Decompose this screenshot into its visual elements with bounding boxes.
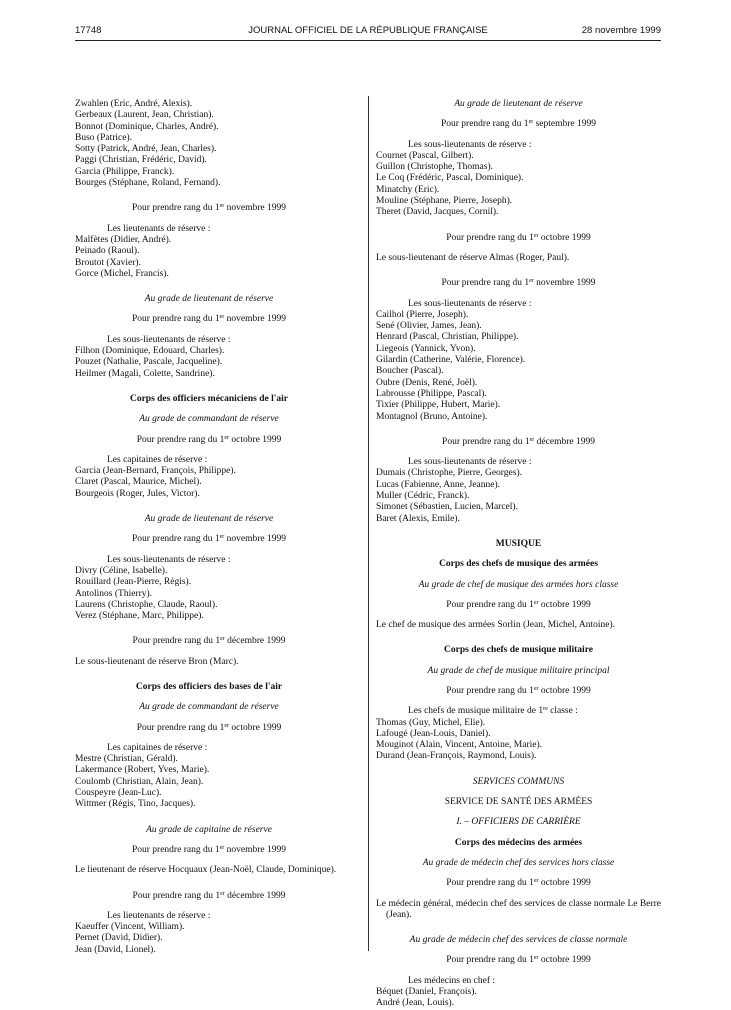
name-entry: Zwahlen (Eric, André, Alexis). <box>75 99 193 109</box>
grade-heading: Au grade de capitaine de réserve <box>146 824 272 835</box>
name-entry: Mouline (Stéphane, Pierre, Joseph). <box>376 196 513 207</box>
name-entry: Antolinos (Thierry). <box>75 588 153 599</box>
name-entry: Pernet (David, Didier). <box>75 933 163 944</box>
group-label: Les sous-lieutenants de réserve : <box>107 334 231 345</box>
group-label: Les sous-lieutenants de réserve : <box>107 554 231 565</box>
rank-date: Pour prendre rang du 1er novembre 1999 <box>131 534 286 545</box>
appointment-entry: Le sous-lieutenant de réserve Almas (Roger, Paul). <box>376 252 570 263</box>
group-label: Les médecins en chef : <box>408 975 496 986</box>
rank-date: Pour prendre rang du 1er novembre 1999 <box>131 314 286 325</box>
name-entry: Jean (David, Lionel). <box>75 944 156 955</box>
name-list <box>75 754 343 810</box>
page-number: 17748 <box>75 25 102 36</box>
name-entry: André (Jean, Louis). <box>376 998 455 1009</box>
name-entry: Peinado (Raoul). <box>75 246 140 257</box>
rank-date: Pour prendre rang du 1er octobre 1999 <box>446 878 591 889</box>
name-entry: Theret (David, Jacques, Cornil). <box>376 207 499 218</box>
name-list <box>376 987 661 1010</box>
name-entry: Filhon (Dominique, Edouard, Charles). <box>75 346 225 357</box>
rank-date: Pour prendre rang du 1er octobre 1999 <box>446 955 591 966</box>
name-entry: Minatchy (Eric). <box>376 184 440 195</box>
name-entry: Liegeois (Yannick, Yvon). <box>376 343 476 354</box>
name-list <box>75 235 343 280</box>
name-list <box>376 468 661 524</box>
rank-date: Pour prendre rang du 1er septembre 1999 <box>440 119 597 130</box>
name-entry: Labrousse (Philippe, Pascal). <box>376 388 487 399</box>
appointment-entry: Le chef de musique des armées Sorlin (Jean, Michel, Antoine). <box>376 620 616 631</box>
name-entry: Lakermance (Robert, Yves, Marie). <box>75 765 210 776</box>
grade-heading: Au grade de commandant de réserve <box>139 414 279 425</box>
name-list <box>376 151 661 219</box>
name-entry: Wittmer (Régis, Tino, Jacques). <box>75 799 196 810</box>
group-label: Les lieutenants de réserve : <box>107 223 211 234</box>
grade-heading: Au grade de médecin chef des services de classe normale <box>409 935 628 946</box>
grade-heading: Au grade de médecin chef des services hors classe <box>422 857 615 868</box>
group-label: Les sous-lieutenants de réserve : <box>408 139 532 150</box>
name-entry: Divry (Céline, Isabelle). <box>75 565 168 576</box>
name-entry: Laurens (Christophe, Claude, Raoul). <box>75 599 218 610</box>
rank-date: Pour prendre rang du 1er novembre 1999 <box>131 203 286 214</box>
left-column <box>75 99 343 956</box>
name-entry: Mestre (Christian, Gérald). <box>75 754 178 765</box>
name-entry: Pouzet (Nathalie, Pascale, Jacqueline). <box>75 357 223 368</box>
group-label: Les capitaines de réserve : <box>107 454 208 465</box>
name-entry: Boucher (Pascal). <box>376 366 444 377</box>
rank-date: Pour prendre rang du 1er octobre 1999 <box>136 434 282 445</box>
appointment-entry: Le sous-lieutenant de réserve Bron (Marc). <box>75 656 239 667</box>
appointment-entry: Le médecin général, médecin chef des services de classe normale Le Berre (Jean). <box>376 898 661 920</box>
corps-heading: Corps des officiers des bases de l'air <box>135 681 283 692</box>
group-label: Les sous-lieutenants de réserve : <box>408 457 532 468</box>
group-label: Les capitaines de réserve : <box>107 742 208 753</box>
name-list <box>75 466 343 500</box>
corps-heading: Corps des médecins des armées <box>454 837 583 848</box>
group-label: Les chefs de musique militaire de 1re classe : <box>408 706 578 717</box>
rank-date: Pour prendre rang du 1er octobre 1999 <box>446 232 591 243</box>
name-list <box>376 718 661 763</box>
name-entry: Thomas (Guy, Michel, Elie). <box>376 717 486 728</box>
name-list <box>75 346 343 380</box>
name-list <box>75 99 343 189</box>
name-entry: Cournet (Pascal, Gilbert). <box>376 150 474 161</box>
name-entry: Le Coq (Frédéric, Pascal, Dominique). <box>376 173 524 184</box>
name-list <box>75 922 343 956</box>
header-rule <box>75 40 661 41</box>
name-entry: Muller (Cédric, Franck). <box>376 491 470 502</box>
name-entry: Gorce (Michel, Francis). <box>75 268 169 279</box>
name-entry: Henrard (Pascal, Christian, Philippe). <box>376 332 519 343</box>
rank-date: Pour prendre rang du 1er octobre 1999 <box>446 685 591 696</box>
name-entry: Mouginot (Alain, Vincent, Antoine, Marie). <box>376 740 543 751</box>
corps-heading: Corps des chefs de musique des armées <box>439 559 598 570</box>
corps-heading: Corps des chefs de musique militaire <box>444 645 593 656</box>
name-entry: Béquet (Daniel, François). <box>376 987 477 998</box>
grade-heading: Au grade de commandant de réserve <box>139 702 279 713</box>
name-entry: Garcia (Jean-Bernard, François, Philippe). <box>75 466 236 477</box>
name-entry: Lucas (Fabienne, Anne, Jeanne). <box>376 479 500 490</box>
name-entry: Heilmer (Magali, Colette, Sandrine). <box>75 368 215 379</box>
name-entry: Bourges (Stéphane, Roland, Fernand). <box>75 178 221 189</box>
name-entry: Buso (Patrice). <box>75 132 132 143</box>
rank-date: Pour prendre rang du 1er novembre 1999 <box>131 844 286 855</box>
name-list <box>376 310 661 423</box>
rank-date: Pour prendre rang du 1er décembre 1999 <box>132 890 286 901</box>
corps-heading: Corps des officiers mécaniciens de l'air <box>129 393 289 404</box>
name-entry: Malfètes (Didier, André). <box>75 234 172 245</box>
rank-date: Pour prendre rang du 1er novembre 1999 <box>441 278 596 289</box>
name-entry: Paggi (Christian, Frédéric, David). <box>75 155 207 166</box>
grade-heading: Au grade de chef de musique militaire principal <box>427 665 610 676</box>
journal-title: JOURNAL OFFICIEL DE LA RÉPUBLIQUE FRANÇAISE <box>248 25 488 36</box>
name-entry: Durand (Jean-François, Raymond, Louis). <box>376 751 537 762</box>
section-heading: SERVICES COMMUNS <box>472 776 565 787</box>
name-entry: Oubre (Denis, René, Joël). <box>376 377 478 388</box>
name-entry: Coulomb (Christian, Alain, Jean). <box>75 776 204 787</box>
name-entry: Broutot (Xavier). <box>75 257 141 268</box>
name-entry: Sené (Olivier, James, Jean). <box>376 321 482 332</box>
group-label: Les lieutenants de réserve : <box>107 910 211 921</box>
grade-heading: Au grade de lieutenant de réserve <box>144 294 274 305</box>
name-entry: Cailhol (Pierre, Joseph). <box>376 309 469 320</box>
name-entry: Claret (Pascal, Maurice, Michel). <box>75 477 202 488</box>
group-label: Les sous-lieutenants de réserve : <box>408 298 532 309</box>
name-entry: Guillon (Christophe, Thomas). <box>376 162 493 173</box>
column-divider <box>368 96 369 951</box>
name-entry: Montagnol (Bruno, Antoine). <box>376 411 488 422</box>
name-entry: Lafougé (Jean-Louis, Daniel). <box>376 728 491 739</box>
grade-heading: Au grade de lieutenant de réserve <box>454 99 583 109</box>
name-entry: Simonet (Sébastien, Lucien, Marcel). <box>376 502 518 513</box>
name-entry: Sotty (Patrick, André, Jean, Charles). <box>75 144 217 155</box>
name-entry: Baret (Alexis, Emile). <box>376 513 460 524</box>
name-list <box>75 566 343 622</box>
grade-heading: Au grade de lieutenant de réserve <box>144 514 274 525</box>
grade-heading: Au grade de chef de musique des armées hors classe <box>418 579 619 590</box>
issue-date: 28 novembre 1999 <box>581 25 661 36</box>
rank-date: Pour prendre rang du 1er octobre 1999 <box>136 722 282 733</box>
name-entry: Kaeuffer (Vincent, William). <box>75 922 185 933</box>
name-entry: Gerbeaux (Laurent, Jean, Christian). <box>75 110 214 121</box>
name-entry: Rouillard (Jean-Pierre, Régis). <box>75 577 192 588</box>
name-entry: Dumais (Christophe, Pierre, Georges). <box>376 468 522 479</box>
rank-date: Pour prendre rang du 1er décembre 1999 <box>442 436 595 447</box>
name-entry: Bourgeois (Roger, Jules, Victor). <box>75 488 200 499</box>
name-entry: Gilardin (Catherine, Valérie, Florence). <box>376 355 526 366</box>
subsection-heading: I. – OFFICIERS DE CARRIÈRE <box>456 817 581 828</box>
name-entry: Verez (Stéphane, Marc, Philippe). <box>75 611 204 622</box>
rank-date: Pour prendre rang du 1er octobre 1999 <box>446 599 591 610</box>
section-heading: MUSIQUE <box>495 538 542 549</box>
rank-date: Pour prendre rang du 1er décembre 1999 <box>132 636 286 647</box>
name-entry: Bonnot (Dominique, Charles, André). <box>75 121 219 132</box>
page-header <box>75 25 661 41</box>
service-heading: SERVICE DE SANTÉ DES ARMÉES <box>444 797 593 808</box>
name-entry: Tixier (Philippe, Hubert, Marie). <box>376 400 501 411</box>
name-entry: Garcia (Philippe, Franck). <box>75 166 175 177</box>
appointment-entry: Le lieutenant de réserve Hocquaux (Jean-Noël, Claude, Dominique). <box>75 865 337 876</box>
name-entry: Couspeyre (Jean-Luc). <box>75 788 162 799</box>
right-column <box>376 99 661 1010</box>
